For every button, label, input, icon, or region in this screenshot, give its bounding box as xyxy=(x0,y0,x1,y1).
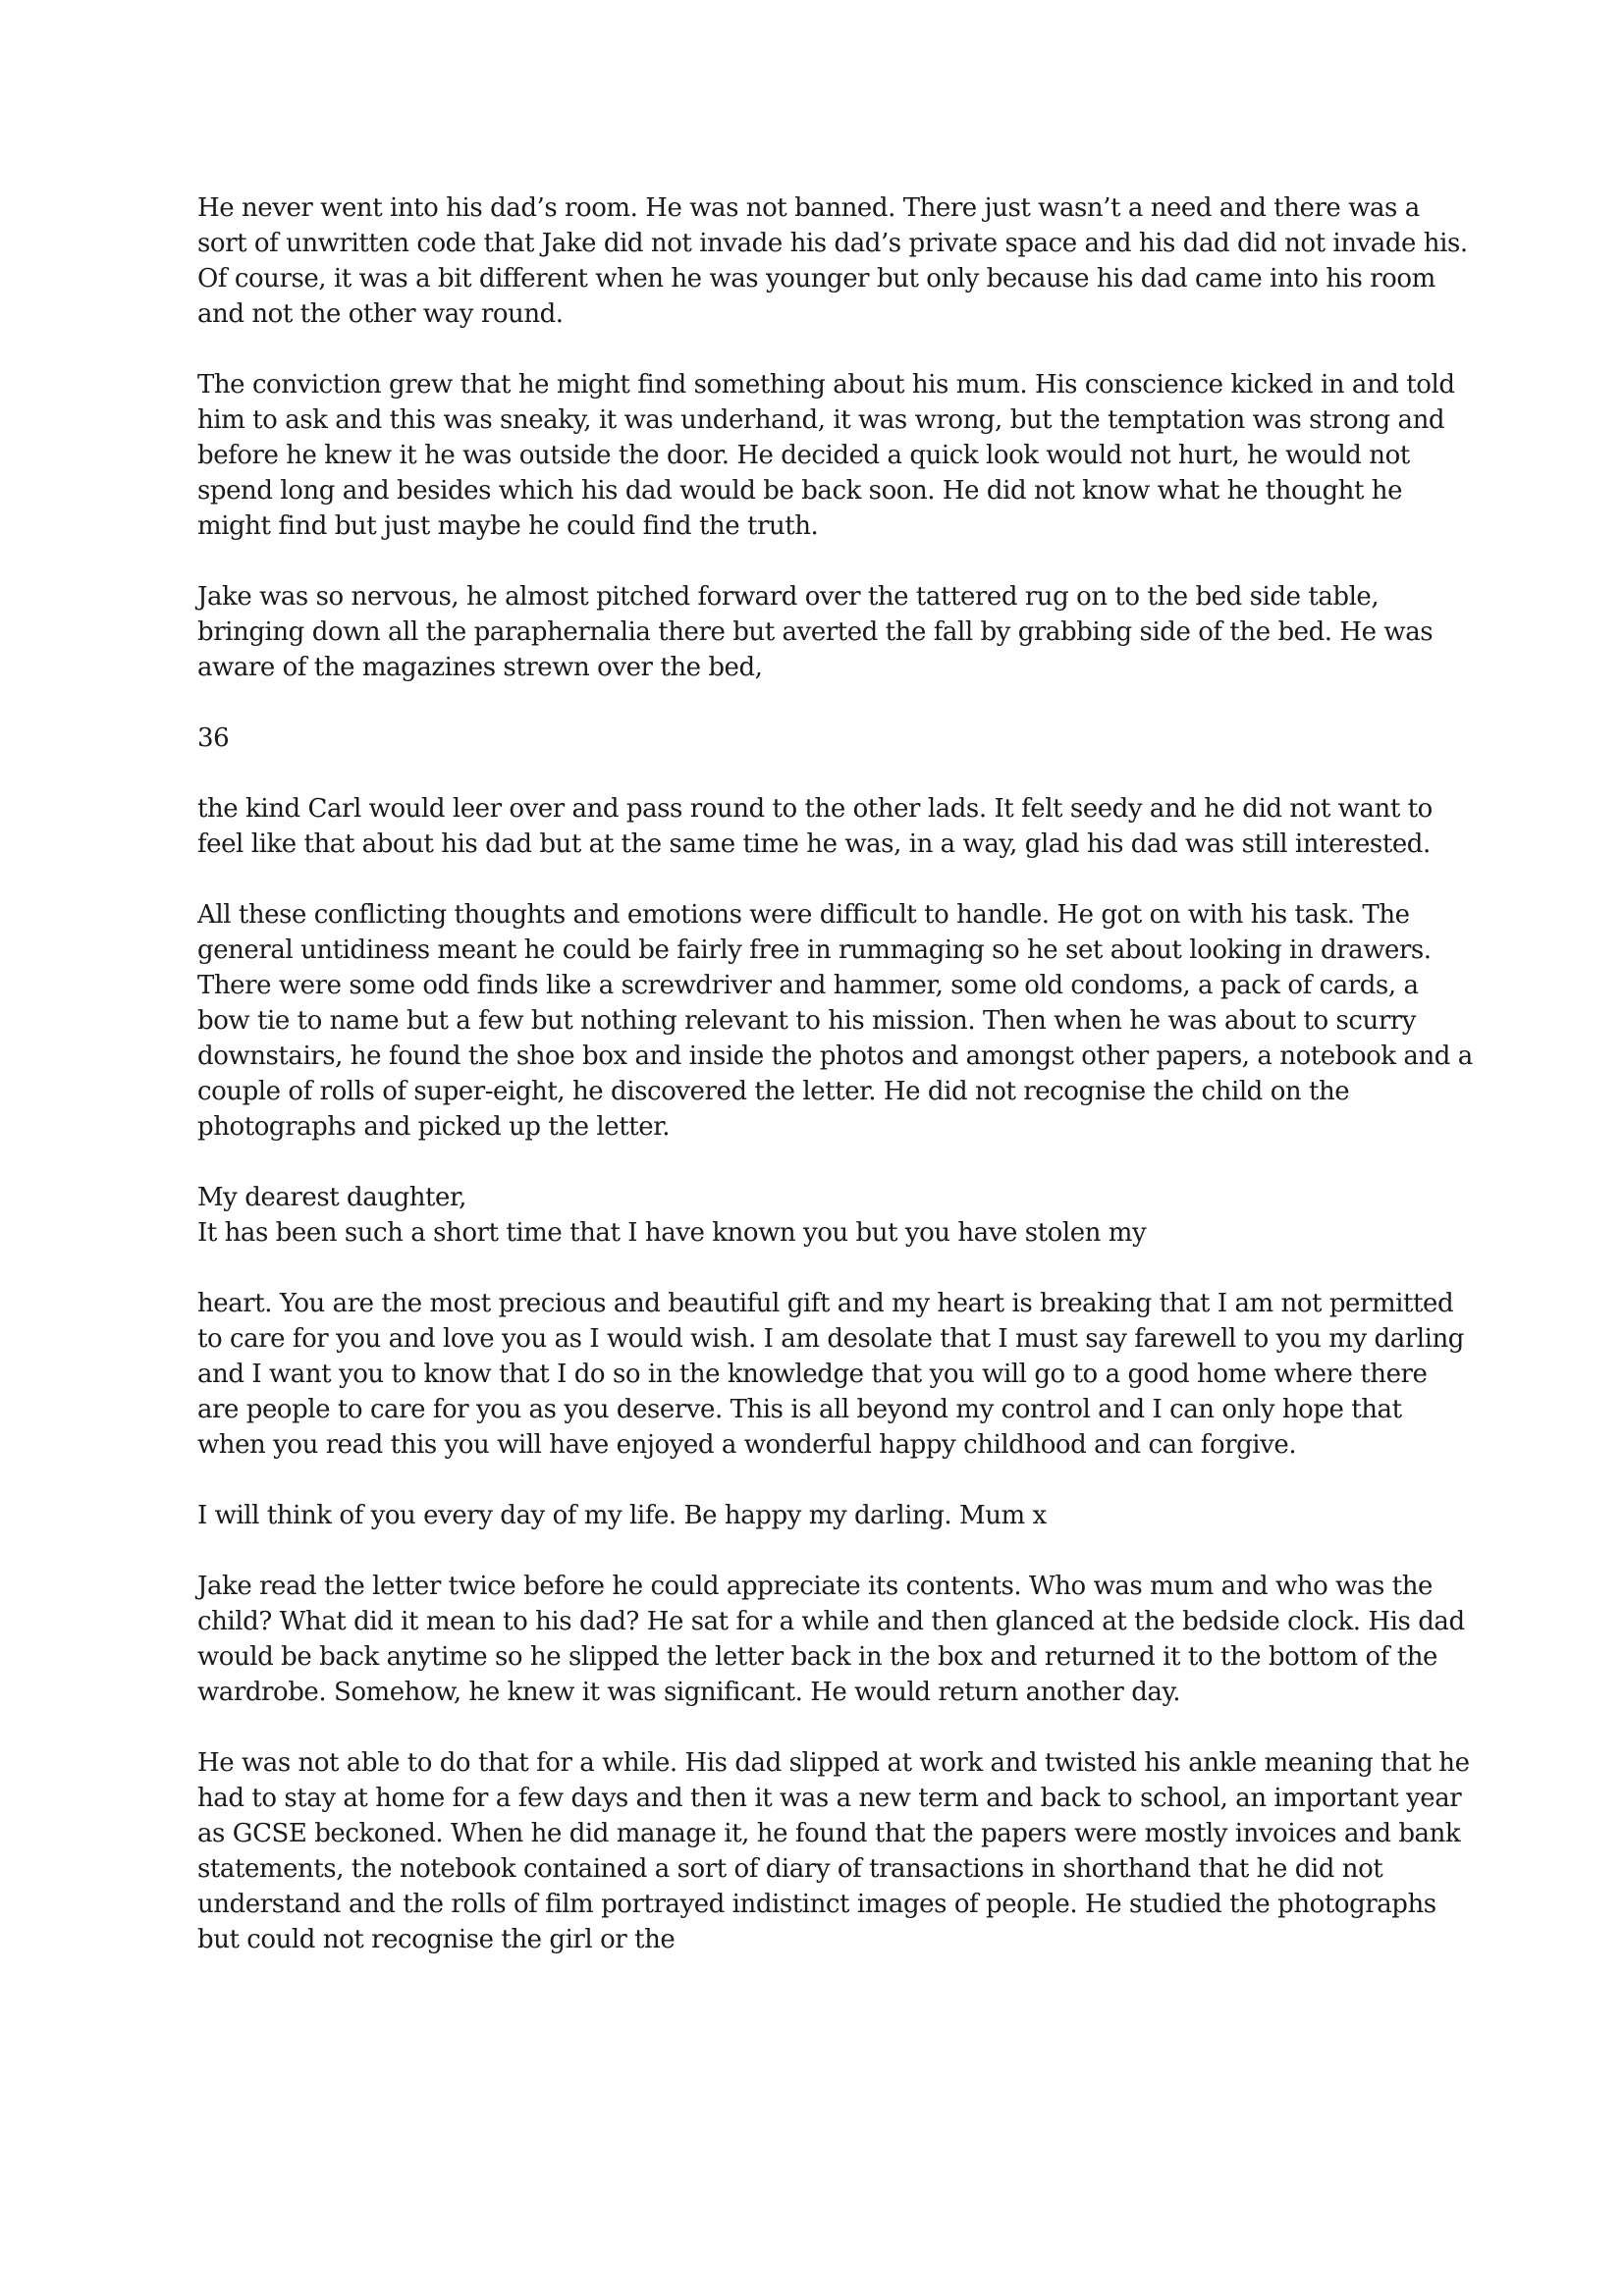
page-number: 36 xyxy=(197,723,230,753)
letter-signoff: I will think of you every day of my life. Be happy my darling. Mum x xyxy=(197,1501,1047,1530)
letter-salutation: My dearest daughter, xyxy=(197,1183,466,1212)
paragraph-read-letter: Jake read the letter twice before he could appreciate its contents. Who was mum and who was the child? What did it mean to his dad? He sat for a while and then glanced at the bedside clock. His dad would be back anytime so he slipped the letter back in the box and returned it to the bottom of the wardrobe. Somehow, he knew it was significant. He would return another day. xyxy=(197,1572,1465,1707)
paragraph-dads-room: He never went into his dad’s room. He was not banned. There just wasn’t a need and there was a sort of unwritten code that Jake did not invade his dad’s private space and his dad did not invade his. Of course, it was a bit different when he was younger but only because his dad came into his room and not the other way round. xyxy=(197,193,1468,329)
paragraph-carl: the kind Carl would leer over and pass round to the other lads. It felt seedy and he did not want to feel like that about his dad but at the same time he was, in a way, glad his dad was still interested. xyxy=(197,794,1433,859)
letter-body: heart. You are the most precious and beautiful gift and my heart is breaking that I am not permitted to care for you and love you as I would wish. I am desolate that I must say farewell to you my darling and I want you to know that I do so in the knowledge that you will go to a good home where there are people to care for you as you deserve. This is all beyond my control and I can only hope that when you read this you will have enjoyed a wonderful happy childhood and can forgive. xyxy=(197,1289,1464,1460)
paragraph-nervous: Jake was so nervous, he almost pitched forward over the tattered rug on to the bed side table, bringing down all the paraphernalia there but averted the fall by grabbing side of the bed. He was aware of the magazines strewn over the bed, xyxy=(197,582,1434,682)
paragraph-conflicting-thoughts: All these conflicting thoughts and emotions were difficult to handle. He got on with his task. The general untidiness meant he could be fairly free in rummaging so he set about looking in drawers. There were some odd finds like a screwdriver and hammer, some old condoms, a pack of cards, a bow tie to name but a few but nothing relevant to his mission. Then when he was about to scurry downstairs, he found the shoe box and inside the photos and amongst other papers, a notebook and a couple of rolls of super-eight, he discovered the letter. He did not recognise the child on the photographs and picked up the letter. xyxy=(197,900,1473,1142)
letter-line-1: It has been such a short time that I have known you but you have stolen my xyxy=(197,1218,1147,1248)
paragraph-not-able: He was not able to do that for a while. His dad slipped at work and twisted his ankle meaning that he had to stay at home for a few days and then it was a new term and back to school, an important year as GCSE beckoned. When he did manage it, he found that the papers were mostly invoices and bank statements, the notebook contained a sort of diary of transactions in shorthand that he did not understand and the rolls of film portrayed indistinct images of people. He studied the photographs but could not recognise the girl or the xyxy=(197,1748,1470,1954)
document-page xyxy=(197,190,1474,1993)
paragraph-conviction: The conviction grew that he might find something about his mum. His conscience kicked in and told him to ask and this was sneaky, it was underhand, it was wrong, but the temptation was strong and before he knew it he was outside the door. He decided a quick look would not hurt, he would not spend long and besides which his dad would be back soon. He did not know what he thought he might find but just maybe he could find the truth. xyxy=(197,370,1455,541)
